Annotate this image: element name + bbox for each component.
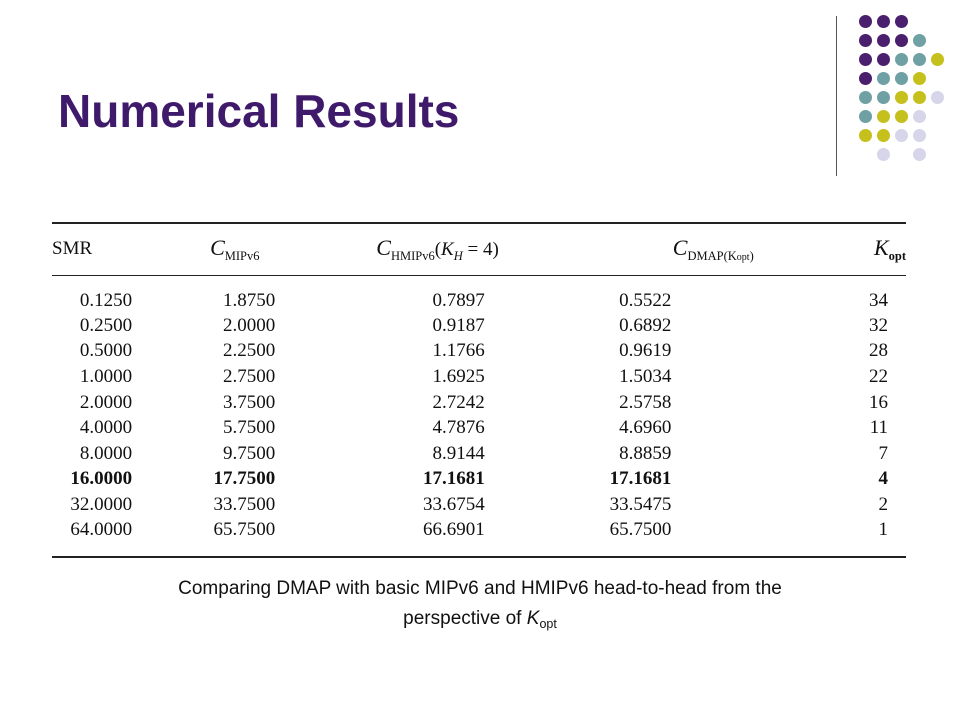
cell-c-dmap: 65.7500 bbox=[609, 519, 672, 541]
cell-c-hmipv6: 33.6754 bbox=[423, 493, 485, 515]
table-row bbox=[52, 275, 906, 313]
cell-c-mipv6: 1.8750 bbox=[223, 289, 276, 311]
cell-k-opt: 32 bbox=[869, 314, 888, 336]
header-smr: SMR bbox=[52, 238, 93, 260]
decor-dot bbox=[895, 129, 908, 142]
decor-dot bbox=[877, 91, 890, 104]
decor-dot bbox=[859, 34, 872, 47]
cell-c-dmap: 8.8859 bbox=[619, 442, 672, 464]
cell-k-opt: 1 bbox=[878, 519, 888, 541]
cell-k-opt: 16 bbox=[869, 391, 888, 413]
cell-c-hmipv6: 4.7876 bbox=[432, 417, 485, 439]
decor-dot bbox=[859, 110, 872, 123]
cell-smr: 1.0000 bbox=[79, 365, 133, 387]
decor-dot bbox=[913, 110, 926, 123]
cell-c-dmap: 33.5475 bbox=[609, 493, 672, 515]
cell-c-mipv6: 2.7500 bbox=[223, 365, 276, 387]
table-header-row bbox=[52, 223, 906, 275]
decor-dot bbox=[877, 53, 890, 66]
table-row bbox=[52, 313, 906, 339]
cell-c-dmap: 4.6960 bbox=[619, 417, 672, 439]
cell-c-dmap: 17.1681 bbox=[609, 468, 672, 490]
results-table bbox=[52, 222, 906, 558]
figure-caption bbox=[60, 574, 900, 639]
table-row bbox=[52, 440, 906, 466]
caption-line-1: Comparing DMAP with basic MIPv6 and HMIPv6 head-to-head from the bbox=[178, 578, 782, 599]
cell-smr: 2.0000 bbox=[79, 391, 133, 413]
cell-c-mipv6: 3.7500 bbox=[223, 391, 276, 413]
cell-c-dmap: 0.6892 bbox=[619, 314, 672, 336]
table-row bbox=[52, 415, 906, 441]
decor-dot bbox=[877, 15, 890, 28]
decor-dot bbox=[895, 15, 908, 28]
cell-smr: 16.0000 bbox=[70, 468, 133, 490]
cell-k-opt: 22 bbox=[869, 365, 888, 387]
decor-dot bbox=[877, 34, 890, 47]
decorative-dot-grid bbox=[846, 12, 956, 162]
header-c-mipv6: $C_{MIPv6}$ bbox=[210, 234, 260, 263]
header-c-hmipv6: $C_{HMIPv6}(K_H = 4)$ bbox=[376, 234, 499, 263]
cell-c-hmipv6: 66.6901 bbox=[423, 519, 485, 541]
table-row bbox=[52, 389, 906, 415]
header-c-dmap: $C_{DMAP(Kopt)}$ bbox=[672, 234, 754, 263]
decor-dot bbox=[877, 148, 890, 161]
cell-c-mipv6: 2.0000 bbox=[223, 314, 276, 336]
cell-c-mipv6: 33.7500 bbox=[213, 493, 276, 515]
cell-c-dmap: 0.9619 bbox=[619, 340, 672, 362]
table-row-optimal bbox=[52, 466, 906, 492]
cell-smr: 4.0000 bbox=[79, 417, 133, 439]
cell-k-opt: 11 bbox=[869, 417, 888, 439]
decor-dot bbox=[859, 129, 872, 142]
cell-c-hmipv6: 1.1766 bbox=[432, 340, 485, 362]
header-k-opt: $K_{opt}$ bbox=[873, 234, 906, 263]
cell-k-opt: 4 bbox=[878, 468, 888, 490]
cell-c-hmipv6: 2.7242 bbox=[432, 391, 485, 413]
cell-c-mipv6: 65.7500 bbox=[213, 519, 276, 541]
cell-c-mipv6: 9.7500 bbox=[223, 442, 276, 464]
cell-smr: 0.2500 bbox=[79, 314, 133, 336]
cell-c-mipv6: 5.7500 bbox=[223, 417, 276, 439]
decor-dot bbox=[859, 72, 872, 85]
decor-dot bbox=[877, 72, 890, 85]
decor-dot bbox=[895, 91, 908, 104]
decor-dot bbox=[895, 34, 908, 47]
decor-dot bbox=[895, 72, 908, 85]
decor-dot bbox=[877, 129, 890, 142]
cell-c-hmipv6: 8.9144 bbox=[432, 442, 485, 464]
caption-line-2: perspective of $K_{opt}$ bbox=[403, 608, 557, 631]
cell-k-opt: 34 bbox=[869, 289, 888, 311]
cell-smr: 0.1250 bbox=[79, 289, 133, 311]
cell-c-mipv6: 2.2500 bbox=[223, 340, 276, 362]
table-row bbox=[52, 338, 906, 364]
decor-dot bbox=[859, 15, 872, 28]
cell-k-opt: 2 bbox=[878, 493, 888, 515]
cell-smr: 64.0000 bbox=[70, 519, 133, 541]
cell-k-opt: 28 bbox=[869, 340, 888, 362]
cell-c-dmap: 1.5034 bbox=[619, 365, 672, 387]
vertical-divider bbox=[836, 16, 837, 176]
cell-k-opt: 7 bbox=[878, 442, 888, 464]
cell-smr: 0.5000 bbox=[79, 340, 133, 362]
cell-c-mipv6: 17.7500 bbox=[213, 468, 276, 490]
table-row bbox=[52, 517, 906, 557]
decor-dot bbox=[895, 110, 908, 123]
cell-c-hmipv6: 0.9187 bbox=[432, 314, 485, 336]
decor-dot bbox=[931, 53, 944, 66]
decor-dot bbox=[913, 72, 926, 85]
decor-dot bbox=[913, 34, 926, 47]
table-row bbox=[52, 492, 906, 518]
cell-c-dmap: 0.5522 bbox=[619, 289, 672, 311]
decor-dot bbox=[913, 53, 926, 66]
decor-dot bbox=[913, 91, 926, 104]
decor-dot bbox=[859, 53, 872, 66]
cell-smr: 8.0000 bbox=[79, 442, 133, 464]
cell-c-hmipv6: 0.7897 bbox=[432, 289, 485, 311]
decor-dot bbox=[877, 110, 890, 123]
decor-dot bbox=[859, 91, 872, 104]
decor-dot bbox=[931, 91, 944, 104]
table-row bbox=[52, 364, 906, 390]
cell-c-hmipv6: 17.1681 bbox=[423, 468, 485, 490]
cell-c-hmipv6: 1.6925 bbox=[432, 365, 485, 387]
decor-dot bbox=[895, 53, 908, 66]
decor-dot bbox=[913, 129, 926, 142]
slide-title: Numerical Results bbox=[58, 85, 460, 137]
cell-smr: 32.0000 bbox=[70, 493, 133, 515]
decor-dot bbox=[913, 148, 926, 161]
cell-c-dmap: 2.5758 bbox=[619, 391, 672, 413]
